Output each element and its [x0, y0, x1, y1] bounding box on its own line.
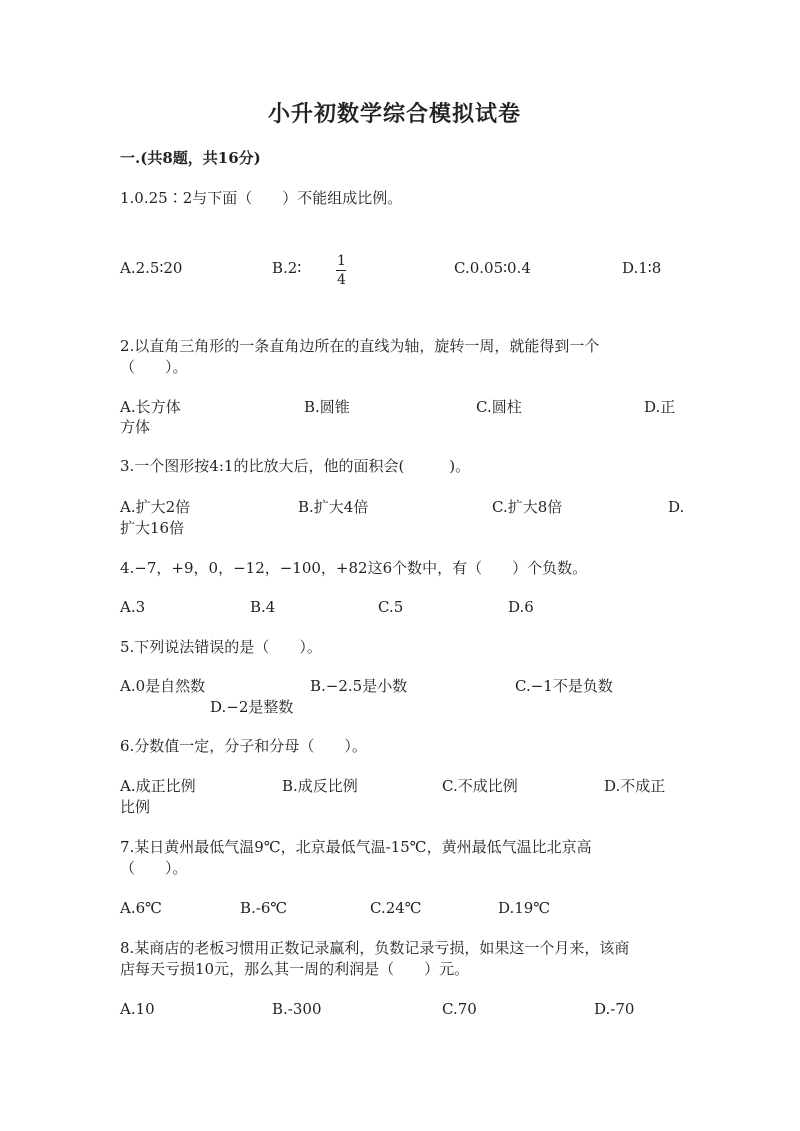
question-1-option-b[interactable]: B.2∶ — [272, 259, 302, 277]
question-4-stem: 4.−7，+9，0，−12，−100，+82这6个数中，有（ ）个负数。 — [120, 559, 588, 577]
question-6-option-d[interactable]: D.不成正 — [604, 777, 666, 795]
question-8-stem-line1: 8.某商店的老板习惯用正数记录赢利，负数记录亏损，如果这一个月来，该商 — [120, 939, 630, 957]
question-1-stem: 1.0.25∶2与下面（ ）不能组成比例。 — [120, 189, 403, 207]
question-1-option-a[interactable]: A.2.5∶20 — [120, 259, 183, 277]
question-5-stem: 5.下列说法错误的是（ ）。 — [120, 638, 322, 656]
question-5-option-b[interactable]: B.−2.5是小数 — [310, 677, 408, 695]
question-6-option-b[interactable]: B.成反比例 — [282, 777, 358, 795]
section-heading: 一.(共8题，共16分) — [120, 149, 261, 167]
question-2-stem-line1: 2.以直角三角形的一条直角边所在的直线为轴，旋转一周，就能得到一个 — [120, 337, 600, 355]
question-5-option-d[interactable]: D.−2是整数 — [210, 698, 294, 716]
question-8-option-a[interactable]: A.10 — [120, 1000, 155, 1018]
fraction-numerator: 1 — [337, 253, 346, 269]
question-1-option-d[interactable]: D.1∶8 — [622, 259, 662, 277]
question-1-option-b-fraction — [336, 253, 347, 288]
question-3-option-d[interactable]: D. — [668, 498, 685, 516]
question-7-stem-line2: （ ）。 — [120, 859, 188, 877]
question-6-option-a[interactable]: A.成正比例 — [120, 777, 196, 795]
question-2-stem-line2: （ ）。 — [120, 358, 188, 376]
question-2-option-a[interactable]: A.长方体 — [120, 398, 181, 416]
question-7-option-a[interactable]: A.6℃ — [120, 899, 162, 917]
question-2-option-c[interactable]: C.圆柱 — [476, 398, 522, 416]
question-3-option-b[interactable]: B.扩大4倍 — [298, 498, 369, 516]
question-6-stem: 6.分数值一定，分子和分母（ ）。 — [120, 737, 367, 755]
question-8-option-c[interactable]: C.70 — [442, 1000, 477, 1018]
question-7-stem-line1: 7.某日黄州最低气温9℃，北京最低气温-15℃，黄州最低气温比北京高 — [120, 838, 592, 856]
question-3-option-c[interactable]: C.扩大8倍 — [492, 498, 563, 516]
question-4-option-a[interactable]: A.3 — [120, 598, 146, 616]
question-8-option-b[interactable]: B.-300 — [272, 1000, 322, 1018]
question-8-option-d[interactable]: D.-70 — [594, 1000, 635, 1018]
question-7-option-b[interactable]: B.-6℃ — [240, 899, 288, 917]
question-3-option-d-wrap: 扩大16倍 — [120, 519, 185, 537]
question-2-option-b[interactable]: B.圆锥 — [304, 398, 350, 416]
question-4-option-c[interactable]: C.5 — [378, 598, 404, 616]
question-3-stem: 3.一个图形按4:1的比放大后，他的面积会( )。 — [120, 457, 471, 475]
question-2-option-d-wrap: 方体 — [120, 418, 151, 436]
page-title: 小升初数学综合模拟试卷 — [268, 101, 522, 127]
question-5-option-c[interactable]: C.−1不是负数 — [515, 677, 613, 695]
question-7-option-c[interactable]: C.24℃ — [370, 899, 422, 917]
question-2-option-d[interactable]: D.正 — [644, 398, 676, 416]
question-6-option-c[interactable]: C.不成比例 — [442, 777, 518, 795]
question-6-option-d-wrap: 比例 — [120, 798, 151, 816]
fraction-denominator: 4 — [337, 272, 346, 288]
question-7-option-d[interactable]: D.19℃ — [498, 899, 551, 917]
question-5-option-a[interactable]: A.0是自然数 — [120, 677, 206, 695]
question-3-option-a[interactable]: A.扩大2倍 — [120, 498, 191, 516]
question-4-option-b[interactable]: B.4 — [250, 598, 276, 616]
fraction-bar — [336, 270, 346, 271]
question-4-option-d[interactable]: D.6 — [508, 598, 534, 616]
question-8-stem-line2: 店每天亏损10元，那么其一周的利润是（ ）元。 — [120, 960, 470, 978]
question-1-option-c[interactable]: C.0.05∶0.4 — [454, 259, 531, 277]
